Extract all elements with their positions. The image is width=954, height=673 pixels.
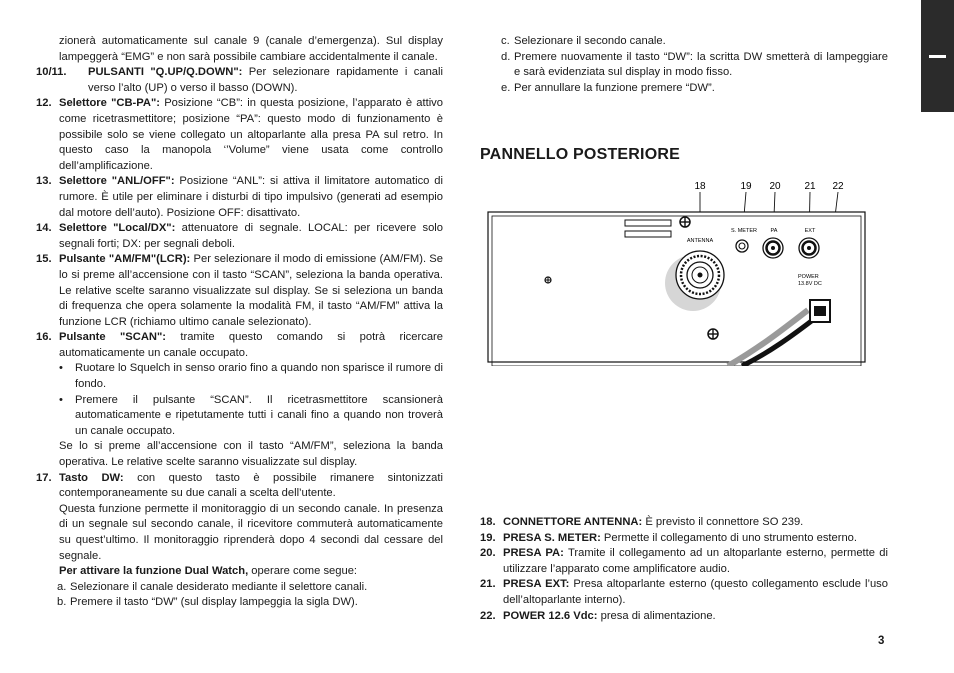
- step-text: Premere il tasto “DW” (sul display lampeggia la sigla DW).: [70, 596, 358, 609]
- vent-slot: [625, 231, 671, 237]
- page-number: 3: [878, 635, 885, 647]
- item-18: [480, 515, 888, 531]
- item-number: 14.: [36, 222, 52, 235]
- item-text: Per selezionare il modo di emissione (AM/FM). Se lo si preme all’accensione con il tasto “SCAN”, seleziona la banda operativa. Le relative scelte saranno visualizzate sul display. Se si seleziona un banda di frequenza che opera solamente la modalità FM, il tasto “AM/FM” attiva la funzione LCR (richiamo ultimo canale selezionato).: [59, 253, 443, 328]
- item-13: [36, 174, 443, 221]
- item-number: 17.: [36, 471, 52, 484]
- step-text: Per annullare la funzione premere “DW”.: [514, 81, 715, 94]
- pa-label: PA: [770, 228, 778, 234]
- step-letter: e.: [501, 81, 511, 94]
- right-column-bottom: [480, 515, 888, 624]
- item-title: Selettore "ANL/OFF":: [59, 175, 175, 188]
- bullet-item: [36, 393, 443, 440]
- paragraph: Se lo si preme all’accensione con il tasto “AM/FM”, seleziona la banda operativa. Le relative scelte saranno visualizzate sul display.: [59, 440, 443, 469]
- item-text: Permette il collegamento di uno strumento esterno.: [600, 531, 858, 544]
- item-number: 15.: [36, 253, 52, 266]
- item-22: [480, 609, 888, 625]
- screw-icon: [680, 217, 690, 227]
- vent-slot: [625, 220, 671, 226]
- step-letter: d.: [501, 50, 511, 63]
- smeter-jack-icon: [736, 240, 748, 252]
- antenna-label: ANTENNA: [686, 238, 714, 244]
- callout-22: 22: [832, 181, 844, 192]
- screw-icon: [545, 277, 551, 283]
- bullet-glyph: •: [59, 362, 63, 375]
- callout-18: 18: [694, 181, 706, 192]
- step-text: Selezionare il secondo canale.: [514, 35, 666, 47]
- paragraph: [36, 564, 443, 580]
- item-number: 21.: [480, 578, 496, 591]
- item-title: POWER 12.6 Vdc:: [503, 609, 598, 622]
- item-12: [36, 96, 443, 174]
- item-text: Per selezionare rapidamente i canali verso l’alto (UP) o verso il basso (DOWN).: [88, 66, 444, 94]
- callout-20: 20: [769, 181, 781, 192]
- item-10-11: [36, 65, 443, 96]
- sub-step-e: [480, 81, 888, 97]
- step-letter: a.: [57, 580, 67, 593]
- item-text: Tramite il collegamento ad un altoparlante esterno, permette di utilizzare l’apparato come amplificatore audio.: [503, 547, 888, 575]
- item-21: [480, 577, 888, 608]
- bullet-text: Ruotare lo Squelch in senso orario fino a quando non sparisce il rumore di fondo.: [75, 362, 443, 391]
- paragraph-title: Per attivare la funzione Dual Watch,: [59, 565, 249, 578]
- item-number: 19.: [480, 531, 496, 544]
- item-text: tramite questo comando si potrà ricercare automaticamente un canale occupato.: [59, 331, 443, 359]
- item-number: 22.: [480, 609, 496, 622]
- paragraph-continued: zionerà automaticamente sul canale 9 (canale d’emergenza). Sul display lampeggerà “EMG” e non sarà possibile cambiare accidentalmente il canale.: [59, 35, 443, 63]
- bullet-item: [36, 361, 443, 392]
- right-column-top: [480, 34, 888, 96]
- bullet-glyph: •: [59, 393, 63, 406]
- ext-label: EXT: [804, 228, 816, 234]
- step-letter: b.: [57, 596, 67, 609]
- item-title: PRESA S. METER:: [503, 531, 601, 544]
- item-title: Tasto DW:: [59, 471, 124, 484]
- sub-step-b: [36, 595, 443, 611]
- item-text: attenuatore di segnale. LOCAL: per ricevere solo segnali forti; DX: per segnali deboli.: [59, 222, 443, 250]
- callout-19: 19: [740, 181, 752, 192]
- left-column: [36, 34, 443, 611]
- item-number: 10/11.: [36, 66, 67, 79]
- step-text: Selezionare il canale desiderato mediante il selettore canali.: [70, 580, 368, 593]
- item-text: Posizione “CB”: in questa posizione, l’apparato è attivo come ricetrasmettitore; posizione “PA”: questo modo di funzionamento è possibile solo se viene collegato un altoparlante alla presa PA sul retro. In questo caso la manopola ‘’Volume” viene usata come controllo dell’amplificazione.: [59, 97, 443, 172]
- item-17: [36, 471, 443, 502]
- step-text: Premere nuovamente il tasto “DW”: la scritta DW smetterà di lampeggiare e sarà evidenziata sul display in modo fisso.: [514, 50, 888, 79]
- item-title: PULSANTI "Q.UP/Q.DOWN":: [88, 66, 243, 79]
- pa-jack-icon: [763, 238, 783, 258]
- item-title: Selettore "Local/DX":: [59, 222, 176, 235]
- ext-jack-icon: [799, 238, 819, 258]
- bullet-text: Premere il pulsante “SCAN”. Il ricetrasmettitore scansionerà automaticamente e ripetutamente tutti i canali fino a quando non troverà un canale occupato.: [75, 393, 443, 437]
- item-text: presa di alimentazione.: [597, 609, 716, 622]
- screw-icon: [708, 329, 718, 339]
- callout-21: 21: [804, 181, 816, 192]
- item-20: [480, 546, 888, 577]
- sub-step-d: [480, 50, 888, 81]
- item-title: CONNETTORE ANTENNA:: [503, 516, 643, 528]
- item-14: [36, 221, 443, 252]
- section-tab-marker: [929, 55, 946, 58]
- power-label: POWER: [798, 274, 819, 280]
- item-15: [36, 252, 443, 330]
- item-text: È previsto il connettore SO 239.: [642, 516, 804, 528]
- sub-step-c: [480, 34, 888, 50]
- power-voltage-label: 13.8V DC: [798, 281, 822, 287]
- section-heading: PANNELLO POSTERIORE: [480, 146, 680, 163]
- item-text: con questo tasto è possibile rimanere sintonizzati contemporaneamente su due canali a scelta dell’utente.: [59, 471, 443, 500]
- item-title: Pulsante "SCAN":: [59, 331, 167, 344]
- paragraph-text: operare come segue:: [248, 565, 358, 578]
- item-title: PRESA EXT:: [503, 578, 570, 591]
- smeter-label: S. METER: [731, 228, 757, 234]
- item-title: Selettore "CB-PA":: [59, 97, 161, 110]
- paragraph: Questa funzione permette il monitoraggio di un secondo canale. In presenza di un segnale sul secondo canale, il ricevitore commuterà automaticamente su quest’ultimo. Il monitoraggio riprenderà dopo 4 secondi dal cessare del segnale.: [59, 502, 443, 562]
- step-letter: c.: [501, 35, 510, 47]
- item-number: 20.: [480, 547, 496, 560]
- item-title: PRESA PA:: [503, 547, 564, 560]
- item-19: [480, 531, 888, 547]
- sub-step-a: [36, 580, 443, 596]
- item-number: 16.: [36, 331, 52, 344]
- item-text: Posizione “ANL”: si attiva il limitatore automatico di rumore. È utile per eliminare i disturbi di tipo impulsivo (generati ad esempio dal motore dell’auto). Posizione OFF: disattivato.: [59, 175, 443, 219]
- item-title: Pulsante "AM/FM"(LCR):: [59, 253, 191, 266]
- rear-panel-diagram: [480, 176, 888, 366]
- item-number: 13.: [36, 175, 52, 188]
- item-number: 18.: [480, 516, 496, 528]
- item-number: 12.: [36, 97, 52, 110]
- item-16: [36, 330, 443, 361]
- item-text: Presa altoparlante esterno (questo collegamento esclude l’uso dell’altoparlante interno).: [503, 578, 889, 606]
